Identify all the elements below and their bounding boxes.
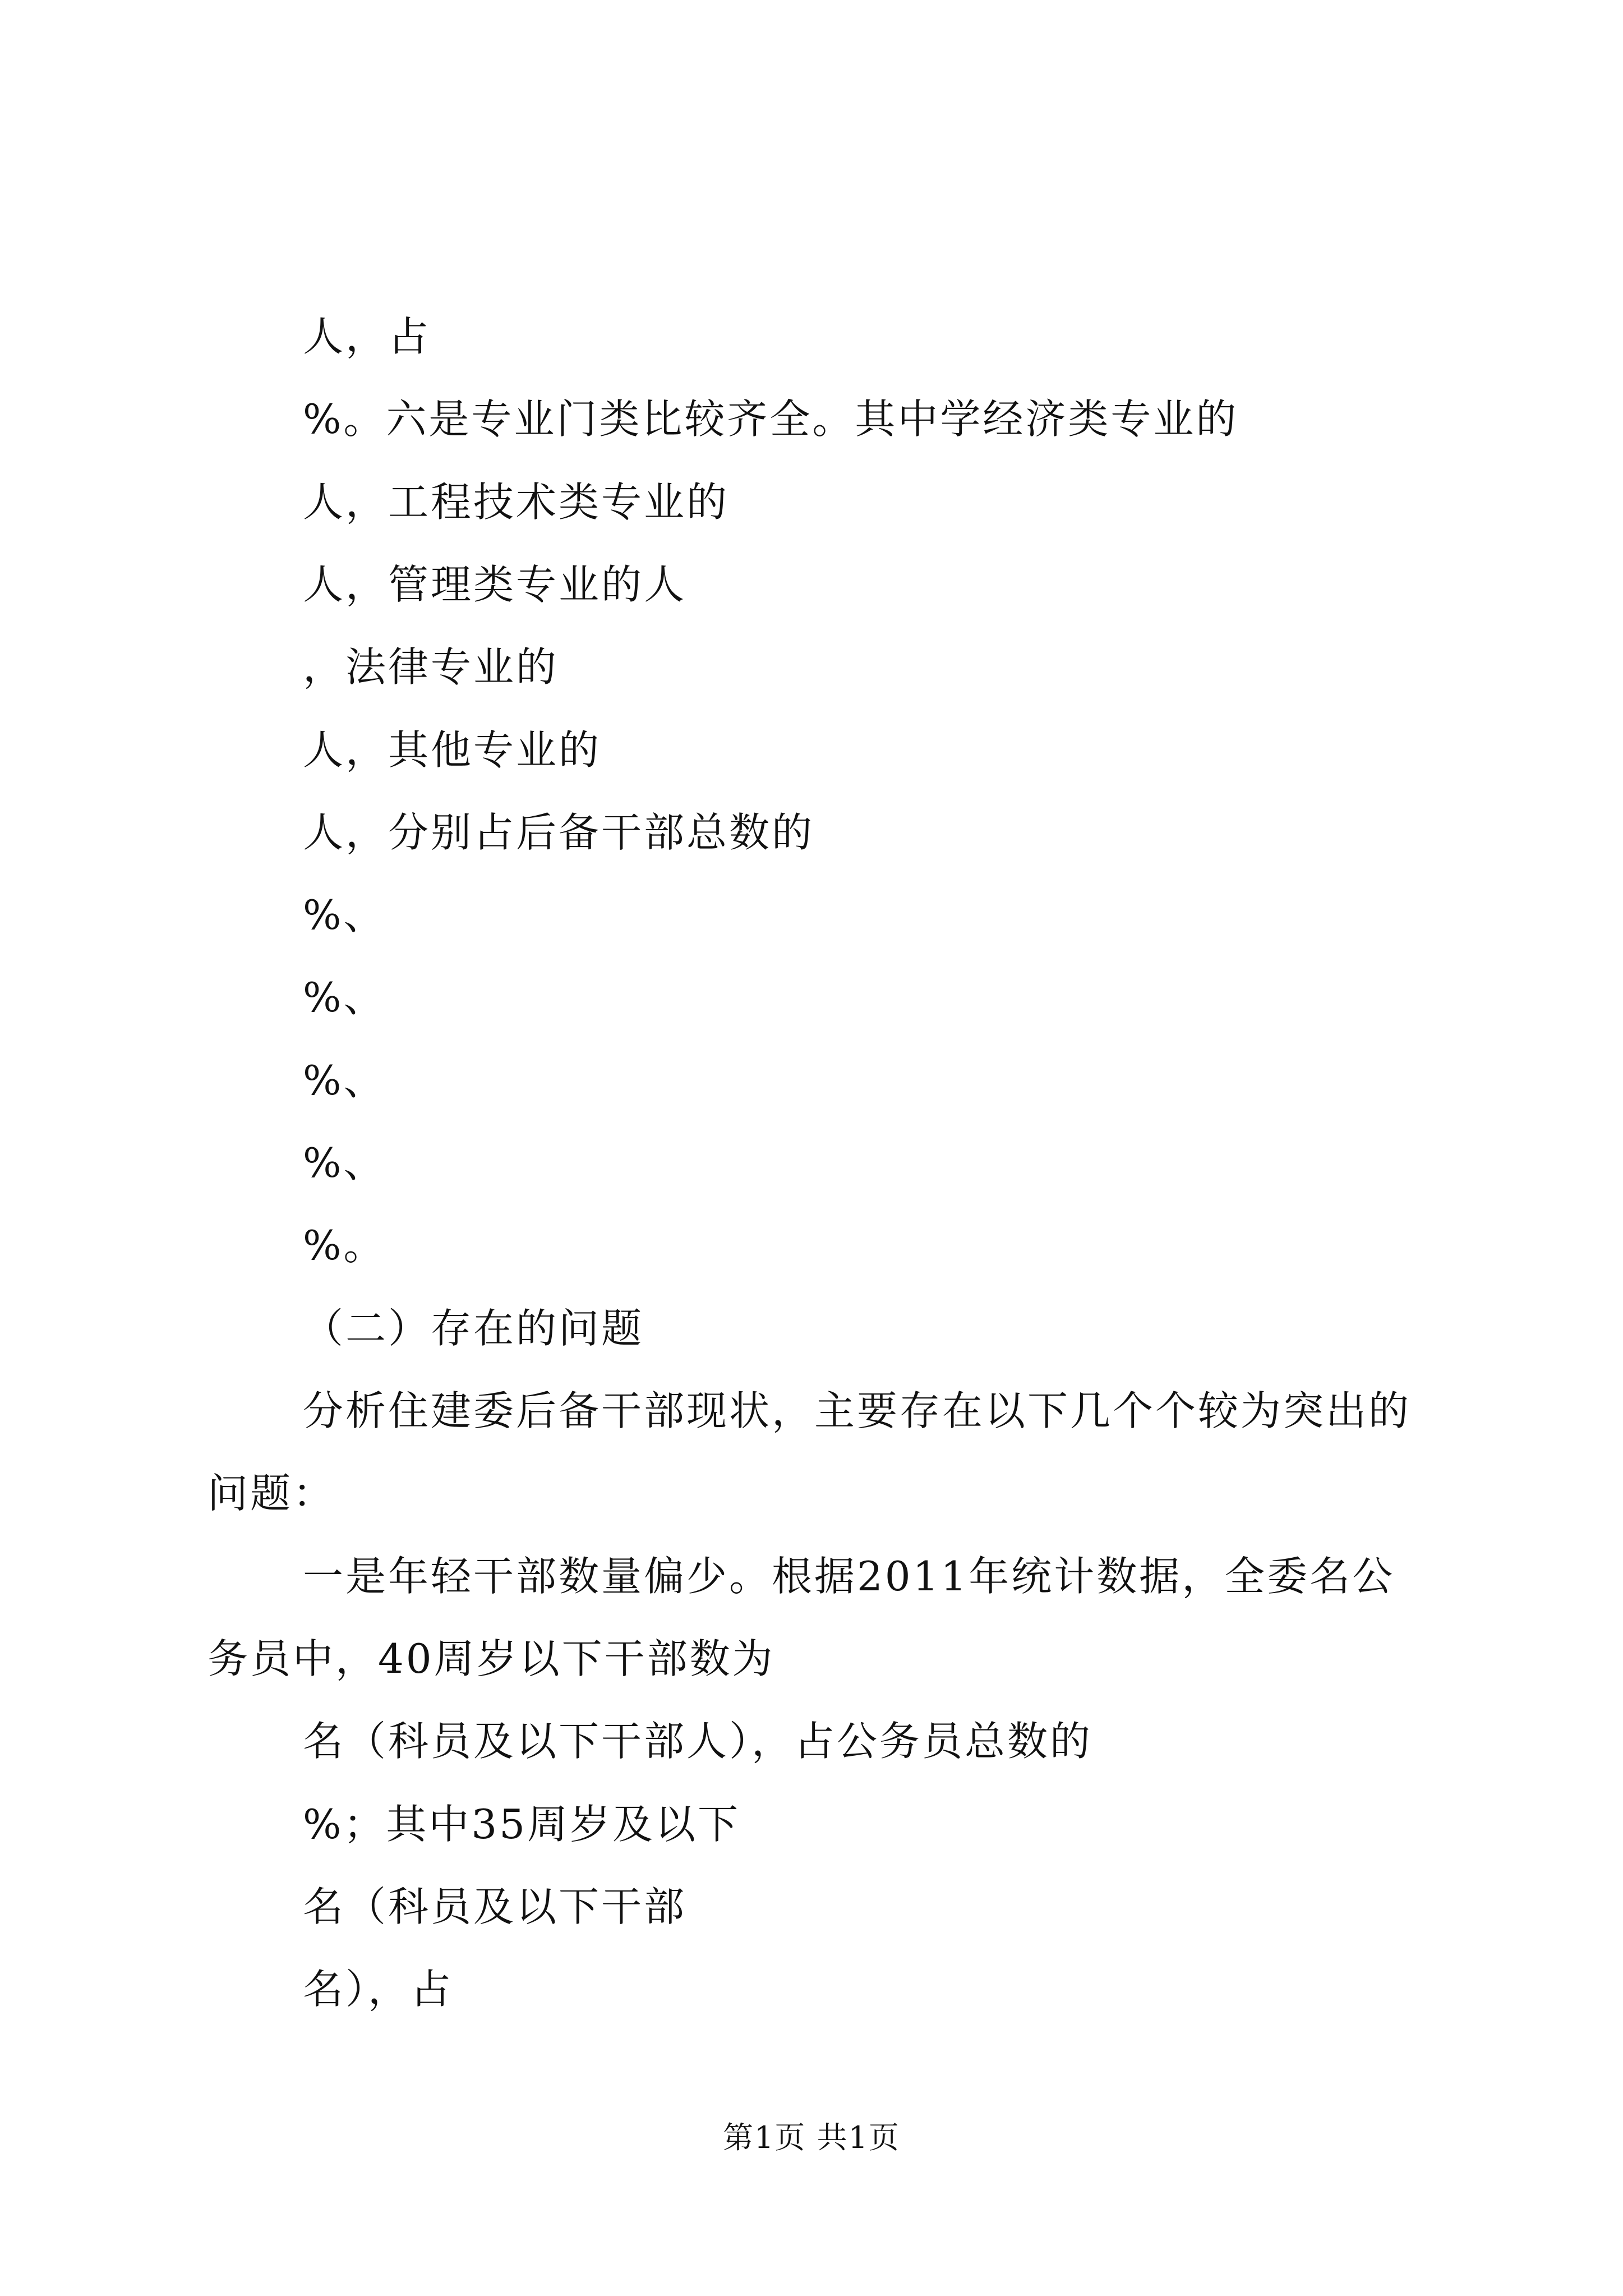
text-line: ，法律专业的 — [303, 643, 559, 691]
text-line: %；其中35周岁及以下 — [303, 1801, 741, 1848]
text-line: %、 — [303, 974, 386, 1021]
text-line: 名（科员及以下干部人），占公务员总数的 — [303, 1718, 1093, 1765]
section-heading: （二）存在的问题 — [303, 1305, 644, 1352]
text-line: %、 — [303, 1057, 386, 1104]
text-line: %、 — [303, 891, 386, 938]
text-line: %、 — [303, 1139, 386, 1186]
paragraph-line: 务员中，40周岁以下干部数为 — [208, 1635, 775, 1682]
text-line: %。六是专业门类比较齐全。其中学经济类专业的 — [303, 395, 1239, 443]
paragraph-line: 分析住建委后备干部现状，主要存在以下几个个较为突出的 — [303, 1387, 1412, 1434]
text-line: 名），占 — [303, 1966, 454, 2013]
page-footer: 第1页 共1页 — [723, 2120, 900, 2155]
text-line: 人，其他专业的 — [303, 726, 602, 774]
text-line: %。 — [303, 1222, 386, 1269]
text-line: 人，工程技术类专业的 — [303, 478, 730, 526]
paragraph-line: 一是年轻干部数量偏少。根据2011年统计数据，全委名公 — [303, 1553, 1395, 1600]
text-line: 人，分别占后备干部总数的 — [303, 809, 815, 856]
text-line: 名（科员及以下干部 — [303, 1883, 687, 1930]
text-line: 人，管理类专业的人 — [303, 561, 687, 608]
text-line: 人，占 — [303, 313, 431, 360]
paragraph-line: 问题： — [208, 1470, 336, 1517]
